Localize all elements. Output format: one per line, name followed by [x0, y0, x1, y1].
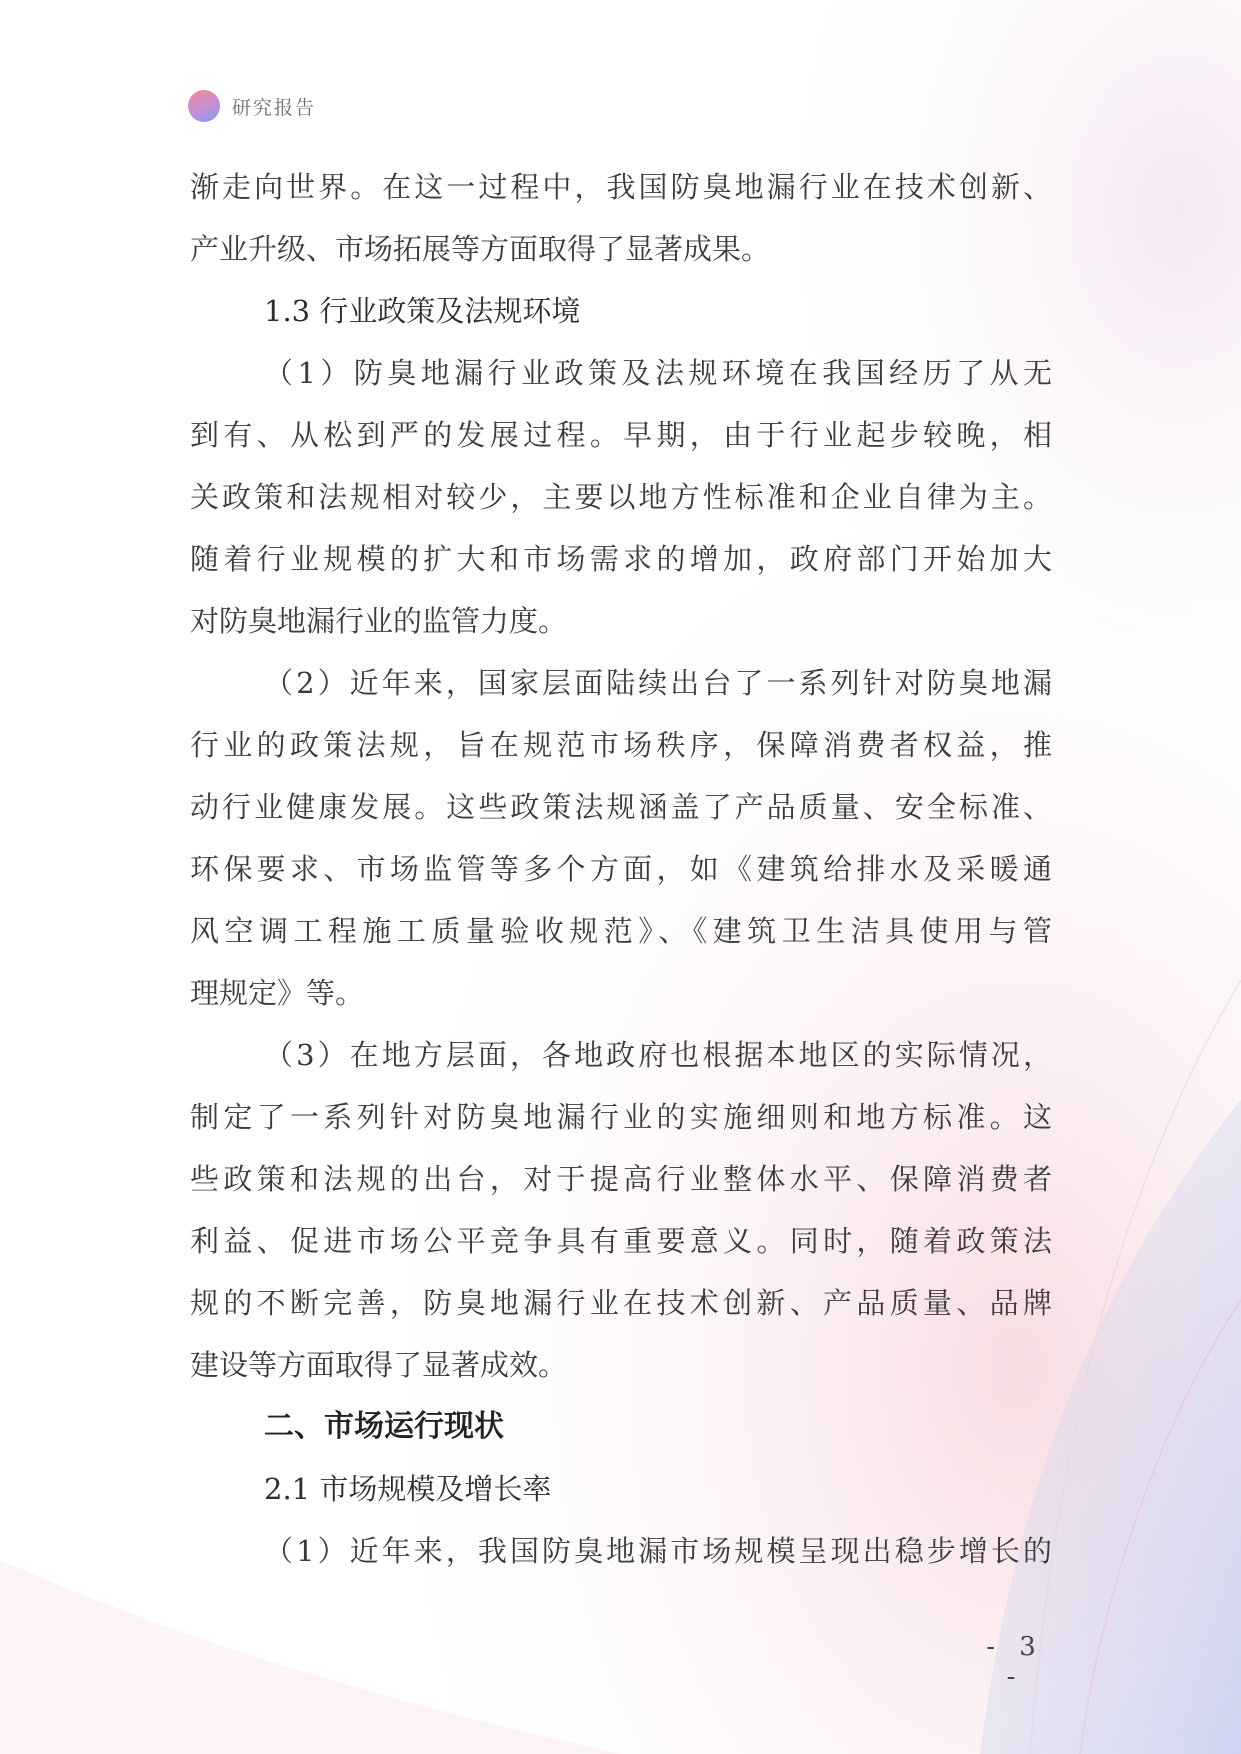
paragraph-line: （2）近年来，国家层面陆续出台了一系列针对防臭地漏: [264, 666, 1052, 700]
brand-logo-icon: [188, 90, 220, 122]
paragraph-line: （3）在地方层面，各地政府也根据本地区的实际情况，: [264, 1038, 1052, 1072]
paragraph-line: （1）防臭地漏行业政策及法规环境在我国经历了从无: [264, 356, 1052, 390]
paragraph-line: （1）近年来，我国防臭地漏市场规模呈现出稳步增长的: [264, 1534, 1052, 1568]
page-number: - 3 -: [986, 1632, 1044, 1692]
section-heading-1-3: 1.3 行业政策及法规环境: [264, 294, 581, 328]
paragraph-line: 些政策和法规的出台，对于提高行业整体水平、保障消费者: [190, 1162, 1052, 1196]
paragraph-line: 对防臭地漏行业的监管力度。: [190, 604, 568, 638]
paragraph-line: 规的不断完善，防臭地漏行业在技术创新、产品质量、品牌: [190, 1286, 1052, 1320]
paragraph-line: 风空调工程施工质量验收规范》、《建筑卫生洁具使用与管: [190, 914, 1052, 948]
header-title: 研究报告: [232, 96, 317, 119]
paragraph-line: 利益、促进市场公平竞争具有重要意义。同时，随着政策法: [190, 1224, 1052, 1258]
paragraph-line: 行业的政策法规，旨在规范市场秩序，保障消费者权益，推: [190, 728, 1052, 762]
chapter-heading-2: 二、市场运行现状: [264, 1409, 504, 1444]
paragraph: [190, 342, 1052, 652]
paragraph: [190, 1024, 1052, 1396]
paragraph-line: 环保要求、市场监管等多个方面，如《建筑给排水及采暖通: [190, 852, 1052, 886]
paragraph-line: 建设等方面取得了显著成效。: [190, 1348, 568, 1382]
paragraph-line: 产业升级、市场拓展等方面取得了显著成果。: [190, 232, 771, 266]
page-header: [188, 89, 316, 123]
paragraph-line: 理规定》等。: [190, 976, 365, 1010]
paragraph: [190, 1520, 1052, 1582]
paragraph-line: 制定了一系列针对防臭地漏行业的实施细则和地方标准。这: [190, 1100, 1052, 1134]
paragraph-line: 随着行业规模的扩大和市场需求的增加，政府部门开始加大: [190, 542, 1052, 576]
paragraph: [190, 652, 1052, 1024]
paragraph-line: 到有、从松到严的发展过程。早期，由于行业起步较晚，相: [190, 418, 1052, 452]
section-heading-2-1: 2.1 市场规模及增长率: [264, 1472, 552, 1506]
paragraph-line: 渐走向世界。在这一过程中，我国防臭地漏行业在技术创新、: [190, 170, 1052, 204]
paragraph-line: 动行业健康发展。这些政策法规涵盖了产品质量、安全标准、: [190, 790, 1052, 824]
paragraph-line: 关政策和法规相对较少，主要以地方性标准和企业自律为主。: [190, 480, 1052, 514]
paragraph: [190, 156, 1052, 280]
document-body: [190, 156, 1052, 1582]
